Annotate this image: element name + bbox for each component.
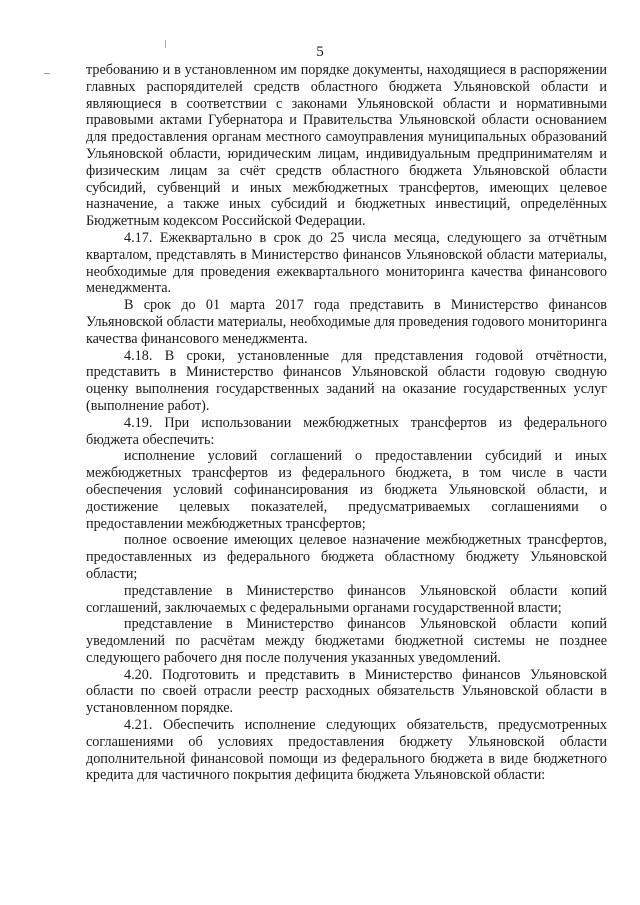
paragraph-4-18: 4.18. В сроки, установленные для представления годовой отчётности, представить в Министерство финансов Ульяновской области годовую сводную оценку выполнения государственных заданий на оказание государственных услуг (выполнение работ). bbox=[86, 347, 607, 414]
paragraph-4-19-item-1: исполнение условий соглашений о предоставлении субсидий и иных межбюджетных трансфертов из федерального бюджета, в том числе в части обеспечения условий софинансирования из бюджета Ульяновской области, и достижение целевых показателей, предусматриваемых соглашениями о предоставлении межбюджетных трансфертов; bbox=[86, 448, 607, 532]
paragraph-4-17: 4.17. Ежеквартально в срок до 25 числа месяца, следующего за отчётным кварталом, представлять в Министерство финансов Ульяновской области материалы, необходимые для проведения ежеквартального мониторинга качества финансового менеджмента. bbox=[86, 229, 607, 297]
page-number: 5 bbox=[316, 44, 324, 60]
paragraph-annual-monitoring: В срок до 01 марта 2017 года представить в Министерство финансов Ульяновской области материалы, необходимые для проведения годового мониторинга качества финансового менеджмента. bbox=[86, 297, 607, 347]
paragraph-4-19: 4.19. При использовании межбюджетных трансфертов из федерального бюджета обеспечить: bbox=[86, 414, 607, 448]
scan-mark-left bbox=[44, 73, 50, 74]
paragraph-4-21: 4.21. Обеспечить исполнение следующих обязательств, предусмотренных соглашениями об условиях предоставления бюджету Ульяновской области дополнительной финансовой помощи из федерального бюджета в виде бюджетного кредита для частичного покрытия дефицита бюджета Ульяновской области: bbox=[86, 717, 607, 784]
paragraph-4-20: 4.20. Подготовить и представить в Министерство финансов Ульяновской области по своей отрасли реестр расходных обязательств Ульяновской области в установленном порядке. bbox=[86, 666, 607, 717]
document-body bbox=[86, 62, 607, 784]
paragraph-4-19-item-2: полное освоение имеющих целевое назначение межбюджетных трансфертов, предоставленных из федерального бюджета областному бюджету Ульяновской области; bbox=[86, 532, 607, 582]
paragraph-continuation: требованию и в установленном им порядке документы, находящиеся в распоряжении главных распорядителей средств областного бюджета Ульяновской области и являющиеся в соответствии с законами Ульяновской области и нормативными правовыми актами Губернатора и Правительства Ульяновской области основанием для предоставления органам местного самоуправления муниципальных образований Ульяновской области, юридическим лицам, индивидуальным предпринимателям и физическим лицам за счёт средств областного бюджета Ульяновской области субсидий, субвенций и иных межбюджетных трансфертов, имеющих целевое назначение, а также иных субсидий и бюджетных инвестиций, определённых Бюджетным кодексом Российской Федерации. bbox=[86, 62, 607, 230]
paragraph-4-19-item-4: представление в Министерство финансов Ульяновской области копий уведомлений по расчётам между бюджетами бюджетной системы не позднее следующего рабочего дня после получения указанных уведомлений. bbox=[86, 616, 607, 666]
paragraph-4-19-item-3: представление в Министерство финансов Ульяновской области копий соглашений, заключаемых с федеральными органами государственной власти; bbox=[86, 582, 607, 616]
